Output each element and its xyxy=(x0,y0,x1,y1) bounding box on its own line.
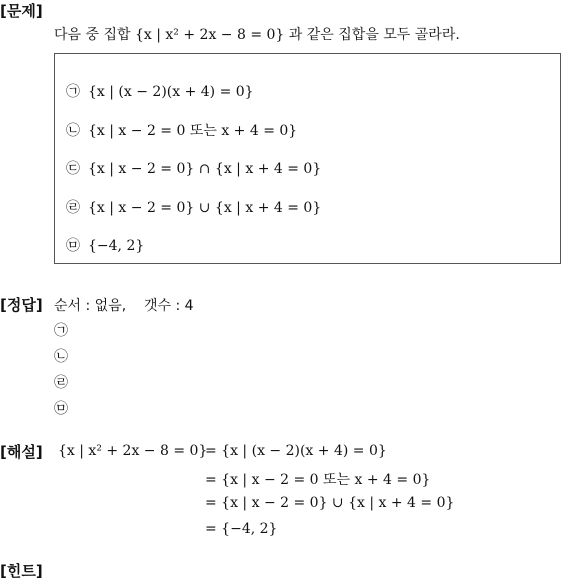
option-marker: ㉣ xyxy=(66,200,80,216)
options-box xyxy=(54,53,561,264)
prompt-set: {x | x² + 2x − 8 = 0} xyxy=(134,27,285,43)
option-text: {−4, 2} xyxy=(88,238,145,254)
solution-step-1: = {x | (x − 2)(x + 4) = 0} xyxy=(205,443,387,459)
option-text: {x | x − 2 = 0 또는 x + 4 = 0} xyxy=(88,123,298,139)
prompt-text-after: 과 같은 집합을 모두 골라라. xyxy=(284,27,460,43)
answer-item-3: ㉣ xyxy=(54,375,68,391)
solution-step-4: = {−4, 2} xyxy=(205,521,278,537)
option-3 xyxy=(66,158,321,178)
option-1 xyxy=(66,81,254,101)
solution-step-3: = {x | x − 2 = 0} ∪ {x | x + 4 = 0} xyxy=(205,495,455,511)
option-2 xyxy=(66,120,297,140)
problem-prompt xyxy=(54,24,460,44)
option-5 xyxy=(66,235,144,255)
solution-lhs: {x | x² + 2x − 8 = 0} xyxy=(58,443,208,459)
option-text: {x | x − 2 = 0} ∩ {x | x + 4 = 0} xyxy=(88,161,322,177)
answer-item-1: ㉠ xyxy=(54,323,68,339)
problem-heading: [문제] xyxy=(0,2,43,20)
option-text: {x | x − 2 = 0} ∪ {x | x + 4 = 0} xyxy=(88,200,322,216)
option-4 xyxy=(66,197,321,217)
option-marker: ㉢ xyxy=(66,161,80,177)
solution-heading: [해설] xyxy=(0,443,43,461)
option-marker: ㉠ xyxy=(66,84,80,100)
option-text: {x | (x − 2)(x + 4) = 0} xyxy=(88,84,254,100)
answer-summary: 순서 : 없음, 갯수 : 4 xyxy=(54,298,194,314)
option-marker: ㉤ xyxy=(66,238,80,254)
hint-heading: [힌트] xyxy=(0,562,43,580)
answer-heading: [정답] xyxy=(0,296,43,314)
answer-item-2: ㉡ xyxy=(54,349,68,365)
solution-step-2: = {x | x − 2 = 0 또는 x + 4 = 0} xyxy=(205,472,431,488)
prompt-text-before: 다음 중 집합 xyxy=(54,27,135,43)
option-marker: ㉡ xyxy=(66,123,80,139)
answer-item-4: ㉤ xyxy=(54,401,68,417)
